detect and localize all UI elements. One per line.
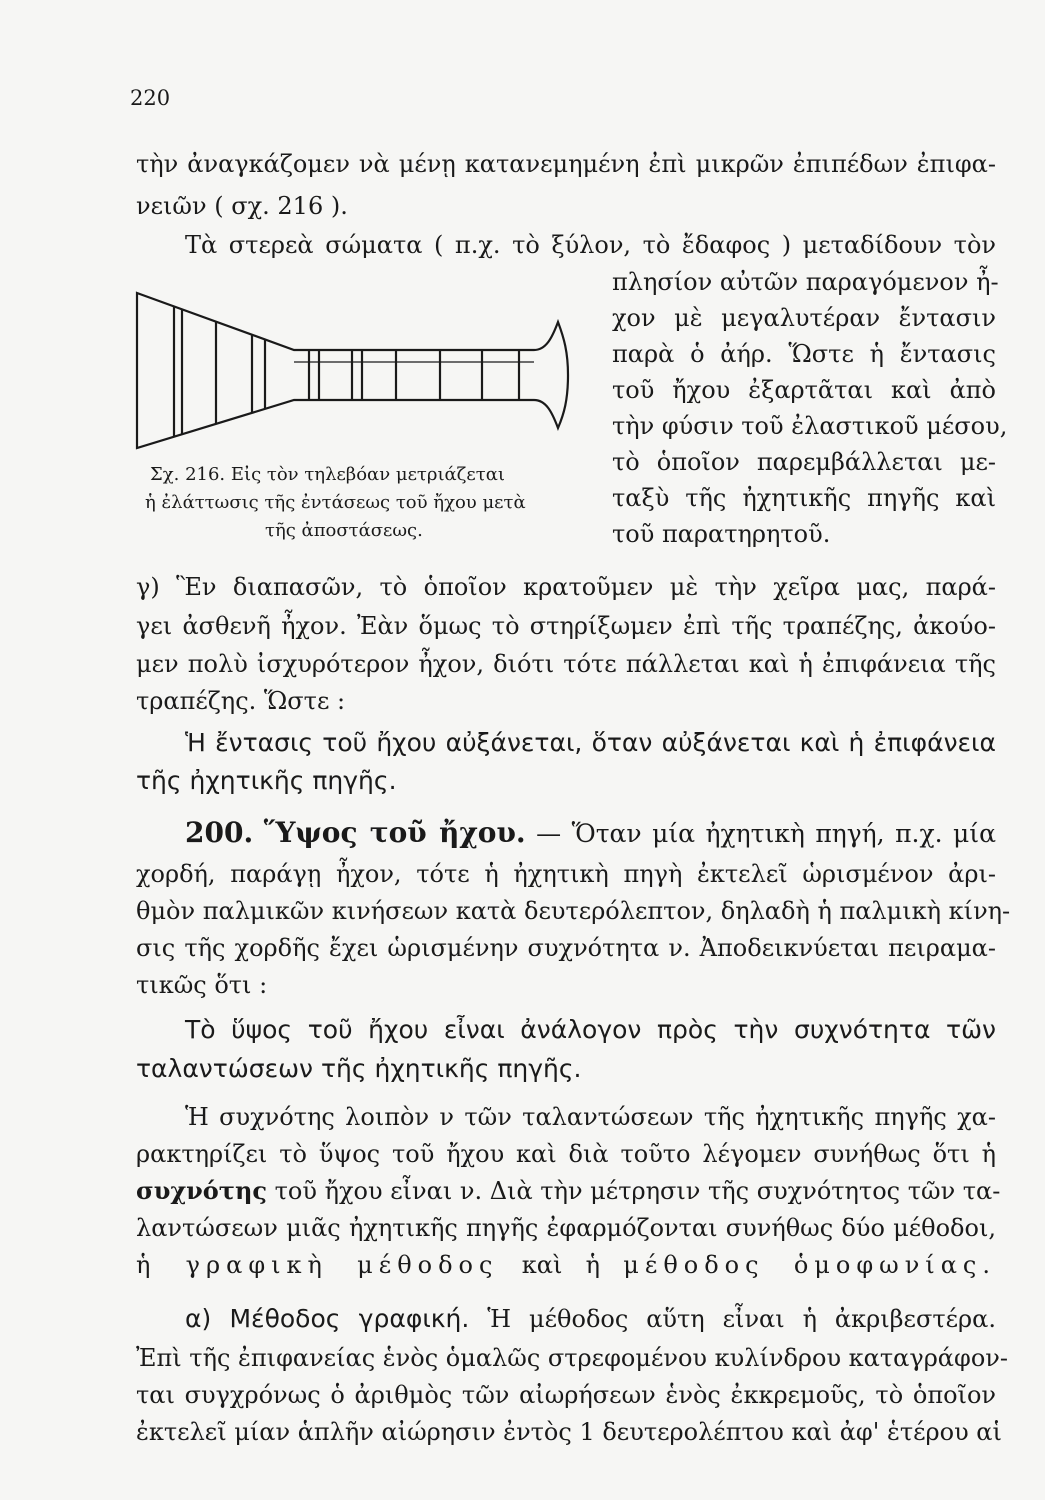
body-line: τραπέζης. Ὥστε : — [136, 687, 346, 715]
section-number: 200. — [185, 816, 254, 849]
section-first-line: — Ὅταν μία ἠχητικὴ πηγή, π.χ. μία — [536, 819, 996, 848]
wrap-line: τοῦ παρατηρητοῦ. — [612, 520, 831, 548]
body-line: ἐκτελεῖ μίαν ἁπλῆν αἰώρησιν ἐντὸς 1 δευτερολέπτου καὶ ἀφ' ἑτέρου αἱ — [136, 1418, 1002, 1446]
body-line: Τὰ στερεὰ σώματα ( π.χ. τὸ ξύλον, τὸ ἔδαφος ) μεταδίδουν τὸν — [185, 231, 996, 259]
line-rest: τοῦ ἤχου εἶναι ν. Διὰ τὴν μέτρησιν τῆς συχνότητος τῶν τα- — [274, 1177, 1001, 1205]
body-line: γει ἀσθενῆ ἦχον. Ἐὰν ὅμως τὸ στηρίξωμεν ἐπὶ τῆς τραπέζης, ἀκούο- — [136, 612, 996, 640]
section-heading-line — [185, 816, 996, 851]
method-alpha-heading: α) Μέθοδος γραφική. — [185, 1304, 470, 1333]
body-line: Ἐπὶ τῆς ἐπιφανείας ἑνὸς ὁμαλῶς στρεφομένου κυλίνδρου καταγράφον- — [136, 1344, 1008, 1372]
section-title: Ὕψος τοῦ ἤχου. — [263, 816, 526, 849]
body-line: χορδή, παράγῃ ἦχον, τότε ἡ ἠχητικὴ πηγὴ ἐκτελεῖ ὡρισμένον ἀρι- — [136, 860, 996, 888]
body-line: μεν πολὺ ἰσχυρότερον ἦχον, διότι τότε πάλλεται καὶ ἡ ἐπιφάνεια τῆς — [136, 650, 996, 678]
body-line: σις τῆς χορδῆς ἔχει ὡρισμένην συχνότητα ν. Ἀποδεικνύεται πειραμα- — [136, 934, 996, 962]
theorem-intensity: τῆς ἠχητικῆς πηγῆς. — [136, 766, 397, 795]
body-line: Ἡ συχνότης λοιπὸν ν τῶν ταλαντώσεων τῆς ἠχητικῆς πηγῆς χα- — [185, 1103, 996, 1131]
body-line: τικῶς ὅτι : — [136, 971, 268, 999]
wrap-line: πλησίον αὐτῶν παραγόμενον ἦ- — [612, 268, 999, 296]
body-line: νειῶν ( σχ. 216 ). — [136, 192, 348, 220]
wrap-line: τοῦ ἤχου ἐξαρτᾶται καὶ ἀπὸ — [612, 376, 996, 404]
method-unison-spaced: μέθοδος ὁμοφωνίας. — [623, 1251, 996, 1279]
wrap-line: ταξὺ τῆς ἠχητικῆς πηγῆς καὶ — [612, 484, 996, 512]
body-line: γ) Ἓν διαπασῶν, τὸ ὁποῖον κρατοῦμεν μὲ τὴν χεῖρα μας, παρά- — [136, 573, 996, 601]
figure-caption: ἡ ἐλάττωσις τῆς ἐντάσεως τοῦ ἤχου μετὰ — [145, 492, 526, 513]
method-graphic-spaced: ἡ γραφικὴ μέθοδος — [136, 1251, 499, 1279]
figure-caption: τῆς ἀποστάσεως. — [265, 520, 423, 541]
wrap-line: χον μὲ μεγαλυτέραν ἔντασιν — [612, 304, 996, 332]
methods-line — [136, 1248, 996, 1282]
wrap-line: παρὰ ὁ ἀήρ. Ὥστε ἡ ἔντασις — [612, 340, 996, 368]
body-line: θμὸν παλμικῶν κινήσεων κατὰ δευτερόλεπτον, δηλαδὴ ἡ παλμικὴ κίνη- — [136, 897, 1011, 925]
line-rest: Ἡ μέθοδος αὕτη εἶναι ἡ ἀκριβεστέρα. — [487, 1305, 997, 1333]
megaphone-figure — [134, 290, 574, 450]
body-line — [136, 1174, 1001, 1208]
theorem-pitch: Τὸ ὕψος τοῦ ἤχου εἶναι ἀνάλογον πρὸς τὴν συχνότητα τῶν — [185, 1015, 996, 1044]
figure-caption: Σχ. 216. Εἰς τὸν τηλεβόαν μετριάζεται — [150, 464, 505, 485]
body-line: ται συγχρόνως ὁ ἀριθμὸς τῶν αἰωρήσεων ἑνὸς ἐκκρεμοῦς, τὸ ὁποῖον — [136, 1381, 996, 1409]
theorem-intensity: Ἡ ἔντασις τοῦ ἤχου αὐξάνεται, ὅταν αὐξάνεται καὶ ἡ ἐπιφάνεια — [185, 728, 996, 757]
theorem-pitch: ταλαντώσεων τῆς ἠχητικῆς πηγῆς. — [136, 1054, 582, 1083]
body-line: λαντώσεων μιᾶς ἠχητικῆς πηγῆς ἐφαρμόζονται συνήθως δύο μέθοδοι, — [136, 1214, 996, 1242]
wrap-line: τὸ ὁποῖον παρεμβάλλεται με- — [612, 448, 996, 476]
method-alpha-line — [185, 1302, 996, 1336]
conjunction: καὶ ἡ — [521, 1251, 601, 1279]
page-number: 220 — [130, 86, 171, 110]
term-frequency: συχνότης — [136, 1176, 268, 1205]
body-line: ρακτηρίζει τὸ ὕψος τοῦ ἤχου καὶ διὰ τοῦτο λέγομεν συνήθως ὅτι ἡ — [136, 1140, 996, 1168]
wrap-line: τὴν φύσιν τοῦ ἐλαστικοῦ μέσου, — [612, 412, 1008, 440]
body-line: τὴν ἀναγκάζομεν νὰ μένῃ κατανεμημένη ἐπὶ μικρῶν ἐπιπέδων ἐπιφα- — [136, 150, 996, 178]
